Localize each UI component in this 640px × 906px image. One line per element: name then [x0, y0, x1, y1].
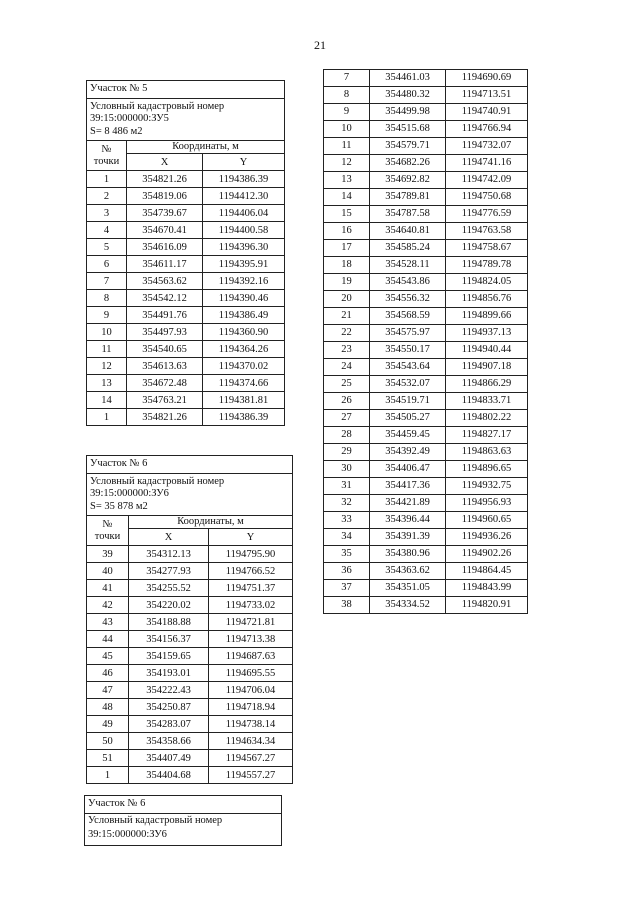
- x-coordinate-cell: 354579.71: [370, 138, 446, 155]
- point-number-cell: 27: [324, 410, 370, 427]
- y-coordinate-cell: 1194763.58: [446, 223, 528, 240]
- point-number-cell: 24: [324, 359, 370, 376]
- y-coordinate-cell: 1194370.02: [203, 358, 285, 375]
- table-row: [87, 648, 293, 665]
- table-row: [324, 529, 528, 546]
- x-coordinate-cell: 354787.58: [370, 206, 446, 223]
- coord-header-row: [87, 141, 285, 154]
- point-number-cell: 42: [87, 597, 129, 614]
- coord-header-row: [87, 516, 293, 529]
- point-number-cell: 38: [324, 597, 370, 614]
- y-coordinate-cell: 1194364.26: [203, 341, 285, 358]
- y-coordinate-cell: 1194390.46: [203, 290, 285, 307]
- plot-continuation-table: [323, 69, 528, 614]
- plot-6-header-box: [84, 795, 282, 846]
- point-number-cell: 29: [324, 444, 370, 461]
- table-row: [324, 189, 528, 206]
- x-coordinate-cell: 354585.24: [370, 240, 446, 257]
- table-row: [87, 409, 285, 426]
- y-coordinate-cell: 1194932.75: [446, 478, 528, 495]
- point-number-cell: 46: [87, 665, 129, 682]
- point-number-cell: 4: [87, 222, 127, 239]
- y-coordinate-cell: 1194864.45: [446, 563, 528, 580]
- y-coordinate-cell: 1194833.71: [446, 393, 528, 410]
- y-coordinate-cell: 1194395.91: [203, 256, 285, 273]
- y-coordinate-cell: 1194820.91: [446, 597, 528, 614]
- y-coordinate-cell: 1194713.51: [446, 87, 528, 104]
- table-row: [324, 206, 528, 223]
- x-coordinate-cell: 354670.41: [127, 222, 203, 239]
- x-coordinate-cell: 354543.86: [370, 274, 446, 291]
- point-number-cell: 8: [87, 290, 127, 307]
- point-number-header: [87, 141, 127, 171]
- x-coordinate-cell: 354363.62: [370, 563, 446, 580]
- table-row: [87, 273, 285, 290]
- plot-title-row: [87, 456, 293, 474]
- table-row: [324, 138, 528, 155]
- plot-6-table: [86, 455, 293, 784]
- table-row: [324, 580, 528, 597]
- cadastral-label: Условный кадастровый номер: [88, 814, 223, 826]
- table-row: [87, 188, 285, 205]
- table-row: [87, 171, 285, 188]
- x-coordinate-cell: 354406.47: [370, 461, 446, 478]
- y-coordinate-cell: 1194386.49: [203, 307, 285, 324]
- plot-6-tbody: [87, 456, 293, 784]
- table-row: [324, 393, 528, 410]
- cadastral-number: 39:15:000000:ЗУ5: [90, 113, 169, 125]
- coordinates-header: Координаты, м: [127, 141, 285, 154]
- point-number-cell: 7: [87, 273, 127, 290]
- point-number-cell: 43: [87, 614, 129, 631]
- point-number-cell: 11: [87, 341, 127, 358]
- y-coordinate-cell: 1194802.22: [446, 410, 528, 427]
- y-coordinate-cell: 1194940.44: [446, 342, 528, 359]
- y-coordinate-cell: 1194907.18: [446, 359, 528, 376]
- point-number-cell: 11: [324, 138, 370, 155]
- table-row: [87, 324, 285, 341]
- point-number-cell: 3: [87, 205, 127, 222]
- table-row: [87, 682, 293, 699]
- plot-info: [87, 473, 293, 516]
- point-number-cell: 14: [87, 392, 127, 409]
- x-coordinate-cell: 354220.02: [129, 597, 209, 614]
- y-coordinate-cell: 1194827.17: [446, 427, 528, 444]
- table-row: [87, 375, 285, 392]
- x-coordinate-cell: 354672.48: [127, 375, 203, 392]
- x-coordinate-cell: 354821.26: [127, 409, 203, 426]
- point-header-line-1: №: [101, 143, 112, 155]
- table-row: [87, 358, 285, 375]
- table-row: [324, 274, 528, 291]
- y-coordinate-cell: 1194960.65: [446, 512, 528, 529]
- x-coordinate-cell: 354407.49: [129, 750, 209, 767]
- point-number-cell: 2: [87, 188, 127, 205]
- point-number-cell: 34: [324, 529, 370, 546]
- y-coordinate-cell: 1194386.39: [203, 171, 285, 188]
- y-coordinate-cell: 1194740.91: [446, 104, 528, 121]
- y-header: Y: [203, 154, 285, 171]
- table-row: [324, 257, 528, 274]
- point-number-cell: 1: [87, 767, 129, 784]
- x-coordinate-cell: 354515.68: [370, 121, 446, 138]
- x-coordinate-cell: 354819.06: [127, 188, 203, 205]
- y-coordinate-cell: 1194856.76: [446, 291, 528, 308]
- point-number-cell: 50: [87, 733, 129, 750]
- x-coordinate-cell: 354396.44: [370, 512, 446, 529]
- x-coordinate-cell: 354392.49: [370, 444, 446, 461]
- x-coordinate-cell: 354640.81: [370, 223, 446, 240]
- x-coordinate-cell: 354543.64: [370, 359, 446, 376]
- y-coordinate-cell: 1194795.90: [209, 546, 293, 563]
- table-row: [87, 665, 293, 682]
- table-row: [324, 495, 528, 512]
- cadastral-number: 39:15:000000:ЗУ6: [88, 829, 167, 841]
- point-number-cell: 8: [324, 87, 370, 104]
- point-header-line-1: №: [102, 518, 113, 530]
- x-coordinate-cell: 354763.21: [127, 392, 203, 409]
- point-number-cell: 1: [87, 409, 127, 426]
- table-row: [87, 716, 293, 733]
- x-coordinate-cell: 354497.93: [127, 324, 203, 341]
- table-row: [87, 546, 293, 563]
- y-coordinate-cell: 1194766.52: [209, 563, 293, 580]
- point-number-cell: 31: [324, 478, 370, 495]
- plot-info: [87, 98, 285, 141]
- continuation-tbody: [324, 70, 528, 614]
- x-coordinate-cell: 354277.93: [129, 563, 209, 580]
- point-number-cell: 26: [324, 393, 370, 410]
- plot-title: Участок № 6: [87, 456, 293, 474]
- table-row: [324, 597, 528, 614]
- x-coordinate-cell: 354532.07: [370, 376, 446, 393]
- y-coordinate-cell: 1194721.81: [209, 614, 293, 631]
- x-coordinate-cell: 354616.09: [127, 239, 203, 256]
- x-coordinate-cell: 354499.98: [370, 104, 446, 121]
- table-row: [87, 307, 285, 324]
- y-coordinate-cell: 1194706.04: [209, 682, 293, 699]
- point-number-cell: 12: [87, 358, 127, 375]
- point-number-cell: 35: [324, 546, 370, 563]
- y-coordinate-cell: 1194937.13: [446, 325, 528, 342]
- x-coordinate-cell: 354334.52: [370, 597, 446, 614]
- x-coordinate-cell: 354575.97: [370, 325, 446, 342]
- table-row: [324, 359, 528, 376]
- point-number-cell: 12: [324, 155, 370, 172]
- x-coordinate-cell: 354540.65: [127, 341, 203, 358]
- table-row: [324, 563, 528, 580]
- point-number-cell: 40: [87, 563, 129, 580]
- y-coordinate-cell: 1194557.27: [209, 767, 293, 784]
- table-row: [87, 341, 285, 358]
- point-number-cell: 9: [87, 307, 127, 324]
- y-coordinate-cell: 1194567.27: [209, 750, 293, 767]
- table-row: [87, 699, 293, 716]
- x-coordinate-cell: 354404.68: [129, 767, 209, 784]
- plot-title: Участок № 5: [87, 81, 285, 99]
- plot-area: S= 8 486 м2: [90, 125, 143, 137]
- cadastral-label: Условный кадастровый номер: [90, 475, 225, 487]
- x-coordinate-cell: 354380.96: [370, 546, 446, 563]
- x-coordinate-cell: 354692.82: [370, 172, 446, 189]
- coordinates-header: Координаты, м: [129, 516, 293, 529]
- x-header: X: [129, 529, 209, 546]
- x-header: X: [127, 154, 203, 171]
- x-coordinate-cell: 354283.07: [129, 716, 209, 733]
- plot-5-table: [86, 80, 285, 426]
- x-coordinate-cell: 354491.76: [127, 307, 203, 324]
- x-coordinate-cell: 354519.71: [370, 393, 446, 410]
- table-row: [324, 325, 528, 342]
- point-number-cell: 47: [87, 682, 129, 699]
- point-number-cell: 23: [324, 342, 370, 359]
- point-number-cell: 9: [324, 104, 370, 121]
- point-number-cell: 44: [87, 631, 129, 648]
- table-row: [87, 239, 285, 256]
- x-coordinate-cell: 354358.66: [129, 733, 209, 750]
- point-number-cell: 18: [324, 257, 370, 274]
- y-coordinate-cell: 1194789.78: [446, 257, 528, 274]
- y-coordinate-cell: 1194695.55: [209, 665, 293, 682]
- table-row: [324, 155, 528, 172]
- x-coordinate-cell: 354312.13: [129, 546, 209, 563]
- y-coordinate-cell: 1194843.99: [446, 580, 528, 597]
- point-number-cell: 37: [324, 580, 370, 597]
- x-coordinate-cell: 354156.37: [129, 631, 209, 648]
- y-coordinate-cell: 1194386.39: [203, 409, 285, 426]
- table-row: [87, 580, 293, 597]
- table-row: [87, 256, 285, 273]
- point-number-cell: 45: [87, 648, 129, 665]
- table-row: [324, 87, 528, 104]
- x-coordinate-cell: 354250.87: [129, 699, 209, 716]
- x-coordinate-cell: 354421.89: [370, 495, 446, 512]
- table-row: [324, 427, 528, 444]
- y-coordinate-cell: 1194634.34: [209, 733, 293, 750]
- table-row: [87, 290, 285, 307]
- y-coordinate-cell: 1194400.58: [203, 222, 285, 239]
- y-coordinate-cell: 1194824.05: [446, 274, 528, 291]
- plot-title: Участок № 6: [85, 796, 281, 814]
- page-number: 21: [314, 38, 326, 52]
- x-coordinate-cell: 354480.32: [370, 87, 446, 104]
- point-header-line-2: точки: [94, 530, 121, 542]
- y-coordinate-cell: 1194896.65: [446, 461, 528, 478]
- x-coordinate-cell: 354613.63: [127, 358, 203, 375]
- point-number-cell: 17: [324, 240, 370, 257]
- y-coordinate-cell: 1194374.66: [203, 375, 285, 392]
- y-coordinate-cell: 1194742.09: [446, 172, 528, 189]
- point-number-cell: 6: [87, 256, 127, 273]
- table-row: [87, 392, 285, 409]
- plot-info-row: [87, 473, 293, 516]
- x-coordinate-cell: 354550.17: [370, 342, 446, 359]
- y-coordinate-cell: 1194956.93: [446, 495, 528, 512]
- y-coordinate-cell: 1194936.26: [446, 529, 528, 546]
- point-number-cell: 1: [87, 171, 127, 188]
- table-row: [324, 512, 528, 529]
- plot-area: S= 35 878 м2: [90, 500, 148, 512]
- y-coordinate-cell: 1194751.37: [209, 580, 293, 597]
- y-coordinate-cell: 1194713.38: [209, 631, 293, 648]
- x-coordinate-cell: 354821.26: [127, 171, 203, 188]
- point-number-cell: 10: [87, 324, 127, 341]
- x-coordinate-cell: 354568.59: [370, 308, 446, 325]
- y-coordinate-cell: 1194406.04: [203, 205, 285, 222]
- table-row: [87, 631, 293, 648]
- x-coordinate-cell: 354159.65: [129, 648, 209, 665]
- table-row: [324, 308, 528, 325]
- table-row: [324, 121, 528, 138]
- y-coordinate-cell: 1194738.14: [209, 716, 293, 733]
- y-coordinate-cell: 1194776.59: [446, 206, 528, 223]
- point-number-cell: 36: [324, 563, 370, 580]
- table-row: [87, 597, 293, 614]
- point-number-cell: 33: [324, 512, 370, 529]
- cadastral-label: Условный кадастровый номер: [90, 100, 225, 112]
- point-number-cell: 5: [87, 239, 127, 256]
- point-number-cell: 41: [87, 580, 129, 597]
- y-coordinate-cell: 1194396.30: [203, 239, 285, 256]
- y-coordinate-cell: 1194899.66: [446, 308, 528, 325]
- plot-5-tbody: [87, 81, 285, 426]
- point-number-cell: 49: [87, 716, 129, 733]
- point-number-cell: 48: [87, 699, 129, 716]
- y-coordinate-cell: 1194687.63: [209, 648, 293, 665]
- x-coordinate-cell: 354255.52: [129, 580, 209, 597]
- table-row: [87, 767, 293, 784]
- y-coordinate-cell: 1194360.90: [203, 324, 285, 341]
- point-number-cell: 22: [324, 325, 370, 342]
- x-coordinate-cell: 354222.43: [129, 682, 209, 699]
- y-coordinate-cell: 1194750.68: [446, 189, 528, 206]
- y-coordinate-cell: 1194392.16: [203, 273, 285, 290]
- table-row: [324, 223, 528, 240]
- x-coordinate-cell: 354542.12: [127, 290, 203, 307]
- table-row: [324, 410, 528, 427]
- table-row: [87, 205, 285, 222]
- y-coordinate-cell: 1194758.67: [446, 240, 528, 257]
- table-row: [324, 70, 528, 87]
- y-coordinate-cell: 1194690.69: [446, 70, 528, 87]
- y-header: Y: [209, 529, 293, 546]
- table-row: [324, 172, 528, 189]
- y-coordinate-cell: 1194866.29: [446, 376, 528, 393]
- y-coordinate-cell: 1194733.02: [209, 597, 293, 614]
- point-number-cell: 39: [87, 546, 129, 563]
- x-coordinate-cell: 354611.17: [127, 256, 203, 273]
- point-number-cell: 32: [324, 495, 370, 512]
- cadastral-number: 39:15:000000:ЗУ6: [90, 488, 169, 500]
- point-header-line-2: точки: [93, 155, 120, 167]
- y-coordinate-cell: 1194766.94: [446, 121, 528, 138]
- table-row: [87, 750, 293, 767]
- y-coordinate-cell: 1194741.16: [446, 155, 528, 172]
- x-coordinate-cell: 354739.67: [127, 205, 203, 222]
- x-coordinate-cell: 354461.03: [370, 70, 446, 87]
- table-row: [324, 376, 528, 393]
- x-coordinate-cell: 354682.26: [370, 155, 446, 172]
- table-row: [324, 104, 528, 121]
- point-number-cell: 20: [324, 291, 370, 308]
- x-coordinate-cell: 354789.81: [370, 189, 446, 206]
- table-row: [324, 461, 528, 478]
- table-row: [324, 291, 528, 308]
- point-number-cell: 25: [324, 376, 370, 393]
- x-coordinate-cell: 354193.01: [129, 665, 209, 682]
- y-coordinate-cell: 1194718.94: [209, 699, 293, 716]
- y-coordinate-cell: 1194863.63: [446, 444, 528, 461]
- x-coordinate-cell: 354391.39: [370, 529, 446, 546]
- y-coordinate-cell: 1194902.26: [446, 546, 528, 563]
- table-row: [324, 240, 528, 257]
- point-number-cell: 13: [87, 375, 127, 392]
- x-coordinate-cell: 354563.62: [127, 273, 203, 290]
- point-number-cell: 15: [324, 206, 370, 223]
- point-number-cell: 16: [324, 223, 370, 240]
- table-row: [87, 733, 293, 750]
- table-row: [324, 546, 528, 563]
- point-number-cell: 13: [324, 172, 370, 189]
- point-number-cell: 30: [324, 461, 370, 478]
- x-coordinate-cell: 354459.45: [370, 427, 446, 444]
- y-coordinate-cell: 1194732.07: [446, 138, 528, 155]
- x-coordinate-cell: 354351.05: [370, 580, 446, 597]
- x-coordinate-cell: 354505.27: [370, 410, 446, 427]
- table-row: [324, 478, 528, 495]
- y-coordinate-cell: 1194381.81: [203, 392, 285, 409]
- point-number-cell: 19: [324, 274, 370, 291]
- plot-title-row: [87, 81, 285, 99]
- x-coordinate-cell: 354417.36: [370, 478, 446, 495]
- point-number-cell: 28: [324, 427, 370, 444]
- x-coordinate-cell: 354528.11: [370, 257, 446, 274]
- table-row: [87, 614, 293, 631]
- table-row: [324, 444, 528, 461]
- table-row: [87, 563, 293, 580]
- x-coordinate-cell: 354188.88: [129, 614, 209, 631]
- point-number-header: [87, 516, 129, 546]
- plot-info-row: [87, 98, 285, 141]
- point-number-cell: 14: [324, 189, 370, 206]
- point-number-cell: 7: [324, 70, 370, 87]
- point-number-cell: 10: [324, 121, 370, 138]
- point-number-cell: 21: [324, 308, 370, 325]
- point-number-cell: 51: [87, 750, 129, 767]
- table-row: [87, 222, 285, 239]
- y-coordinate-cell: 1194412.30: [203, 188, 285, 205]
- x-coordinate-cell: 354556.32: [370, 291, 446, 308]
- table-row: [324, 342, 528, 359]
